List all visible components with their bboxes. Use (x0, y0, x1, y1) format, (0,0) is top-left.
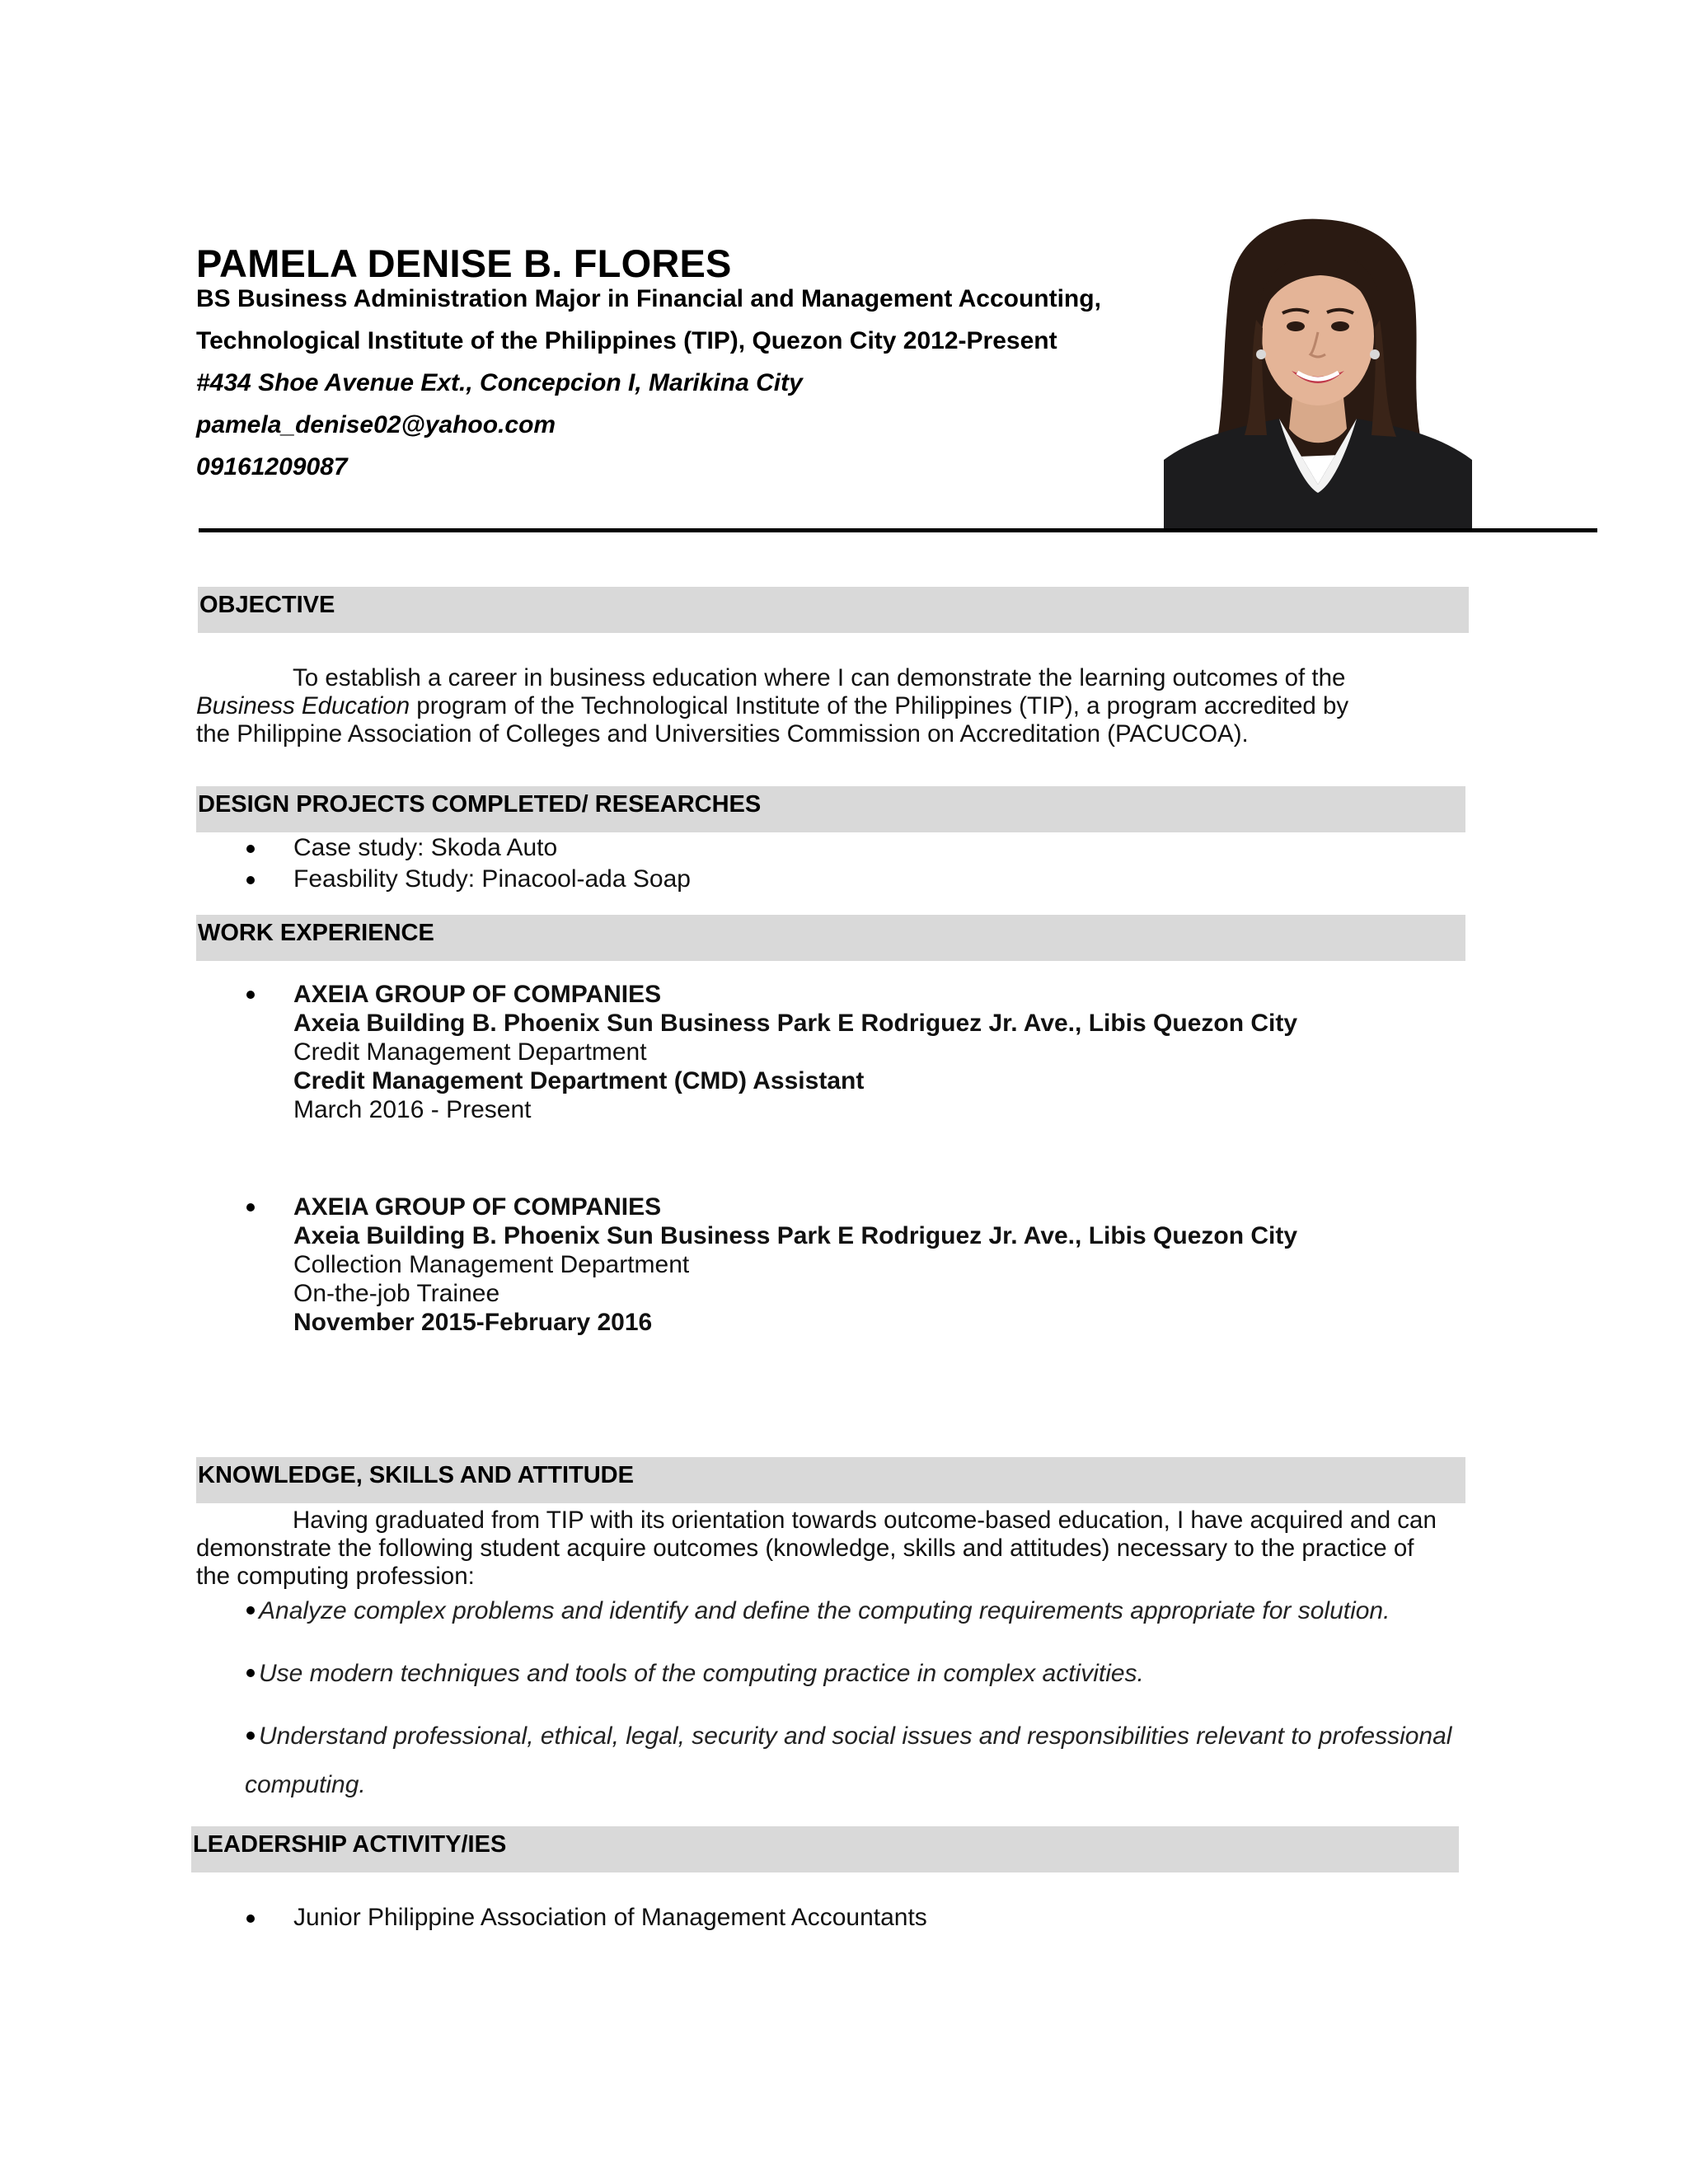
bullet (246, 1606, 255, 1615)
section-projects-header (196, 786, 1465, 832)
objective-line-3: the Philippine Association of Colleges and Universities Commission on Accreditation (PACUCOA). (196, 720, 1249, 748)
job-period: November 2015-February 2016 (293, 1309, 653, 1336)
job-address: Axeia Building B. Phoenix Sun Business Park E Rodriguez Jr. Ave., Libis Quezon City (293, 1010, 1298, 1037)
section-skills-header (196, 1457, 1465, 1503)
bullet (246, 1732, 255, 1740)
outcome-item-continued: computing. (245, 1771, 366, 1798)
header-divider (199, 528, 1597, 532)
outcome-item: Analyze complex problems and identify and define the computing requirements appropriate for solution. (259, 1597, 1390, 1624)
bullet (246, 1915, 255, 1923)
skills-paragraph (196, 1507, 1456, 1591)
skills-line-2: demonstrate the following student acquire outcomes (knowledge, skills and attitudes) necessary to the practice of (196, 1535, 1414, 1562)
job-position: On-the-job Trainee (293, 1280, 500, 1307)
skills-line-3: the computing profession: (196, 1563, 475, 1590)
job-department: Collection Management Department (293, 1251, 690, 1278)
program-name: Business Education (196, 692, 410, 719)
skills-line-1: Having graduated from TIP with its orientation towards outcome-based education, I have acquired and can (293, 1507, 1437, 1534)
bullet (246, 876, 255, 884)
outcome-item: Understand professional, ethical, legal, security and social issues and responsibilities relevant to professional (259, 1722, 1452, 1750)
section-title: KNOWLEDGE, SKILLS AND ATTITUDE (198, 1462, 634, 1488)
applicant-name: PAMELA DENISE B. FLORES (196, 241, 732, 285)
section-title: OBJECTIVE (199, 592, 335, 618)
section-work-header (196, 915, 1465, 961)
job-position: Credit Management Department (CMD) Assistant (293, 1067, 865, 1094)
objective-paragraph (196, 664, 1367, 748)
school-line: Technological Institute of the Philippines (TIP), Quezon City 2012-Present (196, 327, 1057, 354)
email-line: pamela_denise02@yahoo.com (196, 411, 556, 438)
section-objective-header (198, 587, 1469, 633)
outcome-item: Use modern techniques and tools of the computing practice in complex activities. (259, 1660, 1144, 1687)
phone-line: 09161209087 (196, 453, 348, 480)
objective-line-2-rest: program of the Technological Institute of the Philippines (TIP), a program accredited by (410, 692, 1349, 719)
section-leadership-header (191, 1826, 1459, 1872)
bullet (246, 845, 255, 853)
project-item: Feasbility Study: Pinacool-ada Soap (293, 865, 691, 893)
job-company: AXEIA GROUP OF COMPANIES (293, 981, 662, 1008)
project-item: Case study: Skoda Auto (293, 834, 558, 861)
section-title: WORK EXPERIENCE (198, 920, 434, 946)
section-title: LEADERSHIP ACTIVITY/IES (193, 1831, 507, 1858)
objective-line-2 (196, 692, 1367, 720)
bullet (246, 1203, 255, 1212)
job-company: AXEIA GROUP OF COMPANIES (293, 1193, 662, 1221)
job-address: Axeia Building B. Phoenix Sun Business Park E Rodriguez Jr. Ave., Libis Quezon City (293, 1222, 1298, 1249)
profile-photo (1164, 213, 1472, 531)
job-department: Credit Management Department (293, 1038, 647, 1066)
degree-line: BS Business Administration Major in Financial and Management Accounting, (196, 285, 1101, 312)
bullet (246, 1669, 255, 1677)
bullet (246, 991, 255, 999)
section-title: DESIGN PROJECTS COMPLETED/ RESEARCHES (198, 791, 762, 818)
job-period: March 2016 - Present (293, 1096, 532, 1123)
leadership-item: Junior Philippine Association of Management Accountants (293, 1904, 927, 1931)
objective-line-1: To establish a career in business education where I can demonstrate the learning outcomes of the (293, 664, 1346, 691)
address-line: #434 Shoe Avenue Ext., Concepcion I, Marikina City (196, 369, 803, 396)
